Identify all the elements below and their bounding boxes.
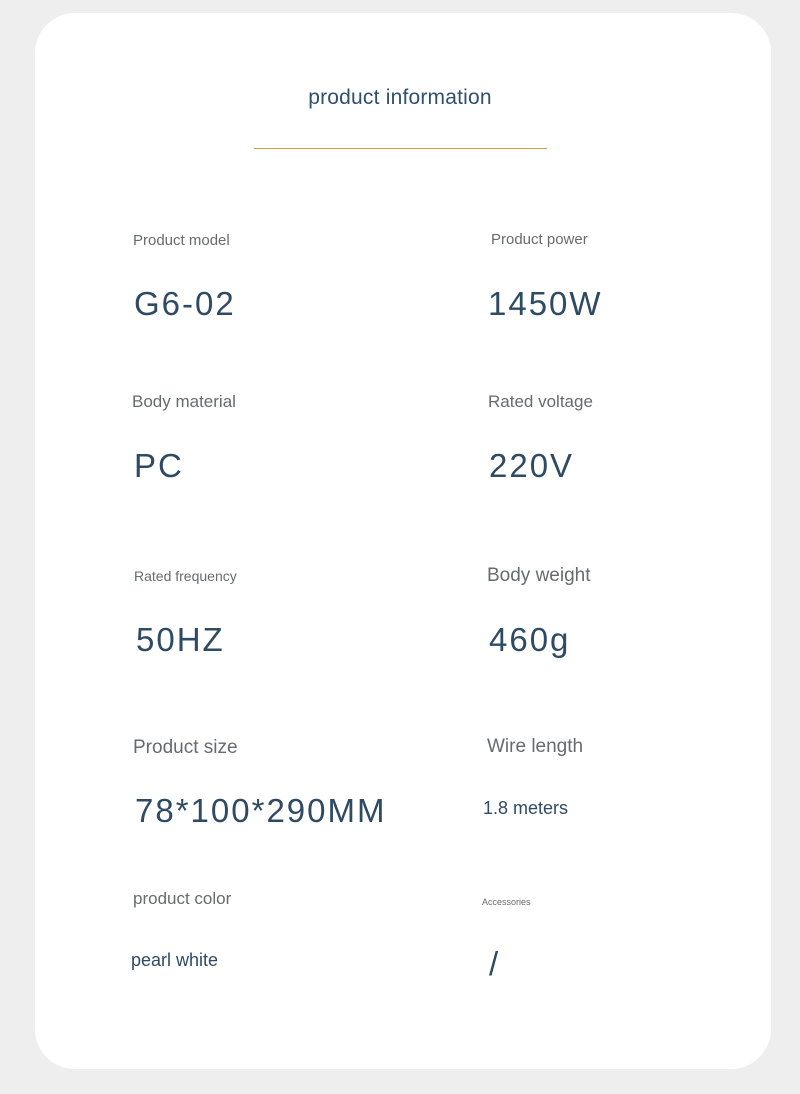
- page-title: product information: [308, 86, 492, 109]
- spec-value-rated-voltage: 220V: [489, 447, 575, 484]
- spec-value-product-color: pearl white: [131, 950, 219, 970]
- spec-value-product-power: 1450W: [488, 285, 603, 322]
- spec-value-product-size: 78*100*290MM: [135, 792, 387, 829]
- spec-label-product-power: Product power: [491, 231, 588, 248]
- spec-label-product-model: Product model: [133, 232, 230, 249]
- spec-label-wire-length: Wire length: [487, 736, 584, 757]
- product-info-card: [35, 13, 771, 1069]
- spec-value-wire-length: 1.8 meters: [483, 798, 569, 818]
- spec-value-body-material: PC: [134, 447, 184, 484]
- spec-label-rated-frequency: Rated frequency: [134, 568, 237, 584]
- spec-label-rated-voltage: Rated voltage: [488, 392, 593, 411]
- spec-label-body-material: Body material: [132, 392, 236, 411]
- spec-label-accessories: Accessories: [482, 897, 531, 907]
- spec-label-product-color: product color: [133, 889, 232, 908]
- title-divider: [254, 148, 547, 149]
- spec-value-product-model: G6-02: [134, 285, 236, 322]
- spec-label-body-weight: Body weight: [487, 565, 591, 586]
- spec-label-product-size: Product size: [133, 737, 238, 758]
- spec-value-body-weight: 460g: [489, 621, 571, 658]
- spec-value-accessories: /: [489, 945, 499, 982]
- spec-value-rated-frequency: 50HZ: [136, 621, 225, 658]
